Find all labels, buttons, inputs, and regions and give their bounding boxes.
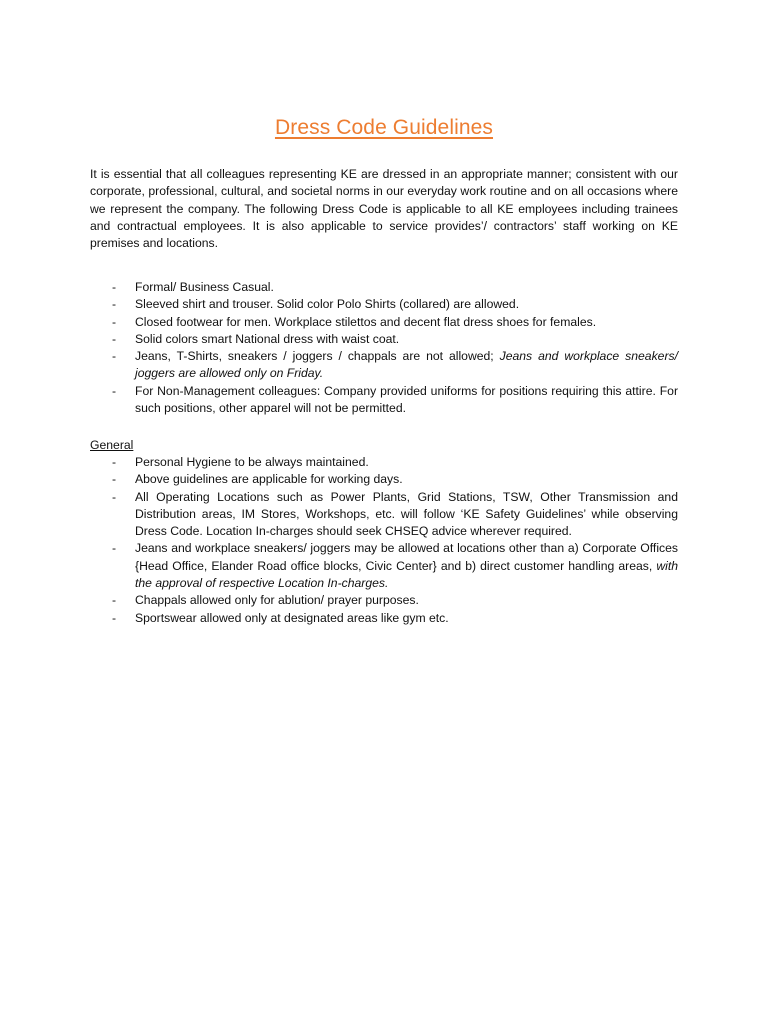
- list-item: [90, 279, 678, 296]
- bullet-dash: -: [112, 593, 117, 608]
- list-item-italic-text: with the approval of respective Location In-charges.: [135, 558, 678, 591]
- general-heading: General: [90, 438, 134, 452]
- list-item: [90, 383, 678, 418]
- bullet-dash: -: [112, 455, 117, 469]
- list-item-text: Jeans and workplace sneakers/ joggers may be allowed at locations other than a) Corporate Offices {Head Office, Elander Road office blocks, Civic Center} and b) direct customer handling areas,: [135, 541, 678, 573]
- dress-code-list: [90, 279, 678, 417]
- list-item-text: Chappals allowed only for ablution/ prayer purposes.: [135, 593, 419, 608]
- list-item: [90, 540, 678, 592]
- bullet-dash: -: [112, 331, 117, 346]
- bullet-dash: -: [112, 297, 117, 312]
- list-item: [90, 471, 678, 488]
- list-item-text: Personal Hygiene to be always maintained.: [135, 455, 369, 469]
- bullet-dash: -: [112, 383, 117, 398]
- bullet-dash: -: [112, 489, 117, 504]
- bullet-dash: -: [112, 610, 117, 625]
- list-item-text: All Operating Locations such as Power Plants, Grid Stations, TSW, Other Transmission and Distribution areas, IM Stores, Workshops, etc. will follow ‘KE Safety Guidelines’ while observing Dress Code. Location In-charges should seek CHSEQ advice wherever required.: [135, 489, 678, 539]
- document-page: [90, 0, 678, 1024]
- list-item-text: Sleeved shirt and trouser. Solid color Polo Shirts (collared) are allowed.: [135, 297, 520, 312]
- page-title: Dress Code Guidelines: [274, 116, 494, 139]
- list-item: [90, 454, 678, 471]
- list-item-text: Sportswear allowed only at designated areas like gym etc.: [135, 610, 449, 625]
- list-item: [90, 610, 678, 627]
- list-item: [90, 331, 678, 348]
- general-list: [90, 454, 678, 627]
- bullet-dash: -: [112, 280, 117, 294]
- list-item-text: Solid colors smart National dress with waist coat.: [135, 331, 400, 346]
- bullet-dash: -: [112, 541, 117, 556]
- intro-paragraph: It is essential that all colleagues representing KE are dressed in an appropriate manner; consistent with our corporate, professional, cultural, and societal norms in our everyday work routine and on all occasions where we represent the company. The following Dress Code is applicable to all KE employees including trainees and contractual employees. It is also applicable to service provides’/ contractors’ staff working on KE premises and locations.: [90, 167, 678, 251]
- list-item: [90, 348, 678, 383]
- list-item-text: Closed footwear for men. Workplace stilettos and decent flat dress shoes for females.: [135, 314, 597, 329]
- list-item-text: For Non-Management colleagues: Company provided uniforms for positions requiring this attire. For such positions, other apparel will not be permitted.: [135, 383, 678, 416]
- list-item-text: Formal/ Business Casual.: [135, 280, 274, 294]
- list-item: [90, 296, 678, 313]
- bullet-dash: -: [112, 349, 117, 364]
- list-item-text: Jeans, T-Shirts, sneakers / joggers / chappals are not allowed;: [135, 349, 500, 364]
- list-item: [90, 489, 678, 541]
- bullet-dash: -: [112, 314, 117, 329]
- list-item: [90, 592, 678, 609]
- list-item-italic-text: Jeans and workplace sneakers/ joggers are allowed only on Friday.: [135, 349, 678, 381]
- bullet-dash: -: [112, 472, 117, 487]
- list-item: [90, 314, 678, 331]
- list-item-text: Above guidelines are applicable for working days.: [135, 472, 403, 487]
